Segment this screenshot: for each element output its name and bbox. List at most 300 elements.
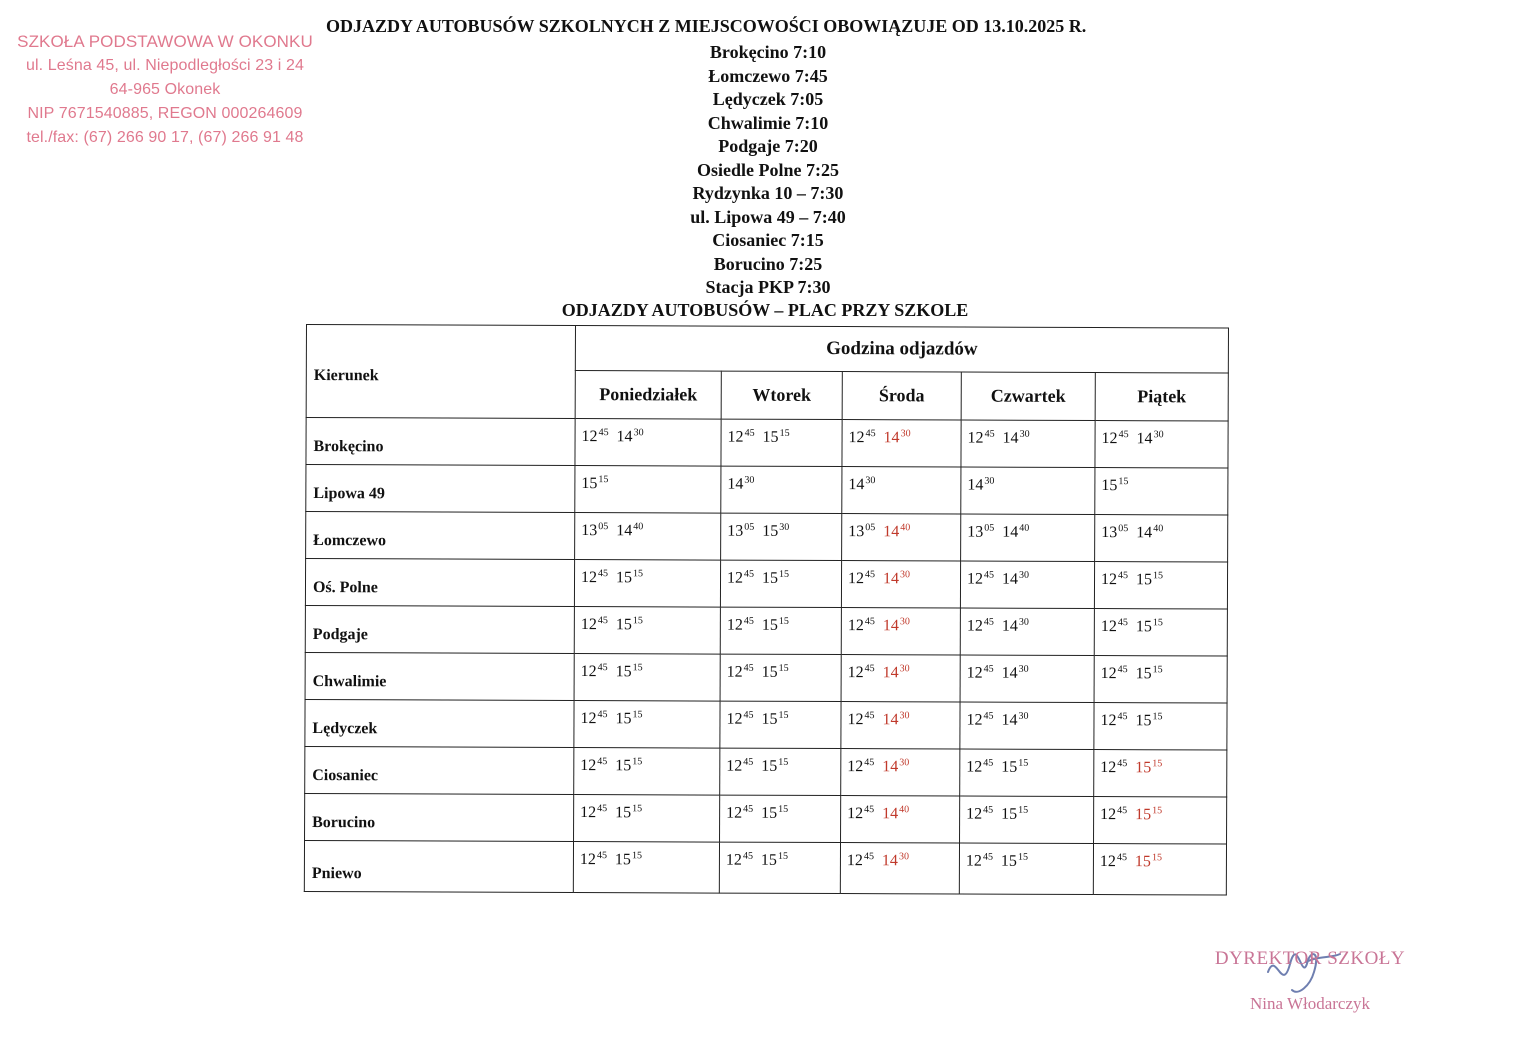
stop-departure: Podgaje 7:20 [718,136,818,156]
departure-hour: 15 [761,663,778,681]
page-title: ODJAZDY AUTOBUSÓW SZKOLNYCH Z MIEJSCOWOŚCI OBOWIĄZUJE OD 13.10.2025 R. [326,16,1087,36]
departure-time [617,427,644,446]
departure-cell [841,655,960,702]
departure-cell [574,748,720,796]
departure-minute: 45 [983,804,994,816]
departure-minute: 30 [899,663,910,675]
departure-cell [840,843,959,894]
departure-time [762,569,789,588]
departure-time [1135,852,1162,871]
departure-cell [720,701,841,748]
departure-minute: 45 [1118,570,1129,582]
departure-cell [842,467,961,514]
departure-minute: 15 [778,662,789,674]
table-row [306,512,1228,563]
departure-cell [960,749,1094,797]
departure-minute: 45 [982,851,993,863]
stamp-phone: tel./fax: (67) 266 90 17, (67) 266 91 48 [26,129,304,146]
departure-time [966,852,993,871]
departure-minute: 15 [1152,664,1163,676]
departure-minute: 45 [597,756,608,768]
departure-time [581,474,608,493]
departure-minute: 45 [1117,711,1128,723]
day-header: Czwartek [961,372,1095,421]
departure-time [580,709,607,728]
departure-time [727,569,754,588]
departure-minute: 30 [1018,710,1029,722]
departure-cell [1094,562,1227,610]
departure-minute: 30 [900,428,911,440]
departure-cell [720,560,841,607]
table-row [305,652,1227,703]
departure-cell [1093,844,1226,896]
departure-minute: 15 [778,615,789,627]
departure-time [1101,664,1128,683]
stop-departure: Lędyczek 7:05 [712,89,824,109]
departure-hour: 14 [1002,523,1019,541]
departure-time [762,616,789,635]
departure-minute: 15 [632,709,643,721]
departure-cell [841,608,960,655]
departure-minute: 45 [983,757,994,769]
departure-time [847,710,874,729]
departure-minute: 15 [1151,852,1162,864]
departure-minute: 15 [632,662,643,674]
departure-minute: 45 [743,756,754,768]
departure-time [726,804,753,823]
destination-name: Lędyczek [305,699,574,747]
departure-time [883,522,910,541]
destination-name: Pniewo [304,840,573,892]
departure-minute: 15 [631,850,642,862]
departure-cell [575,513,721,561]
departure-time [847,851,874,870]
departure-hour: 14 [727,475,744,493]
departure-hour: 15 [1001,758,1018,776]
departure-time [847,804,874,823]
departure-hour: 12 [967,429,984,447]
departure-hour: 12 [966,805,983,823]
table-row [306,465,1228,516]
departure-time [1101,476,1128,495]
departure-hour: 15 [1134,853,1151,871]
stop-departure: Stacja PKP 7:30 [705,277,831,297]
departure-time [966,758,993,777]
departure-time [1136,570,1163,589]
departure-time [727,616,754,635]
departure-minute: 45 [1117,664,1128,676]
departure-minute: 45 [744,427,755,439]
departure-time [1100,852,1127,871]
departure-hour: 13 [727,522,744,540]
departure-hour: 12 [580,616,597,634]
departure-minute: 40 [1019,522,1030,534]
departure-minute: 45 [983,616,994,628]
departure-hour: 12 [1100,806,1117,824]
departure-time [967,617,994,636]
departure-hour: 12 [847,617,864,635]
destination-name: Oś. Polne [305,559,574,607]
day-header: Wtorek [721,371,842,419]
departure-hour: 15 [615,663,632,681]
departure-cell [574,654,720,702]
departure-cell [1095,468,1228,516]
departure-time [1002,617,1029,636]
departure-minute: 45 [983,710,994,722]
departure-cell [1094,797,1227,845]
hours-header: Godzina odjazdów [575,326,1228,374]
stop-departure: Ciosaniec 7:15 [712,230,824,250]
departure-minute: 45 [865,428,876,440]
departure-hour: 12 [1100,618,1117,636]
departure-time [848,616,875,635]
departure-time [967,476,994,495]
departure-hour: 15 [760,851,777,869]
departure-minute: 15 [777,850,788,862]
departure-cell [1095,421,1228,469]
departure-minute: 45 [863,851,874,863]
departure-time [1002,570,1029,589]
departure-cell [959,843,1093,895]
departure-minute: 45 [1118,429,1129,441]
table-row [305,605,1227,656]
departure-hour: 12 [966,570,984,588]
signature-name: Nina Włodarczyk [1249,994,1371,1013]
departure-cell [575,419,721,467]
departure-hour: 12 [581,428,598,446]
destination-name: Ciosaniec [305,746,574,794]
departure-time [967,664,994,683]
day-header: Poniedziałek [575,371,721,420]
departure-time [726,757,753,776]
departure-cell [1094,750,1227,798]
departure-hour: 12 [847,805,864,823]
departure-minute: 15 [778,803,789,815]
departure-time [581,521,608,540]
departure-time [1001,711,1028,730]
departure-hour: 15 [615,616,632,634]
stamp-address-line2: 64-965 Okonek [109,81,221,98]
departure-minute: 30 [984,475,995,487]
departure-time [615,850,642,869]
departure-time [883,663,910,682]
departure-time [1137,429,1164,448]
departure-minute: 45 [597,803,608,815]
destination-name: Lipowa 49 [306,465,575,513]
departure-hour: 15 [761,804,778,822]
departure-hour: 12 [1099,853,1116,871]
departure-cell [1094,609,1227,657]
departure-cell [720,654,841,701]
departure-hour: 12 [1101,430,1118,448]
departure-minute: 15 [779,427,790,439]
stamp-ids: NIP 7671540885, REGON 000264609 [27,105,303,122]
departure-time [615,803,642,822]
departure-time [581,662,608,681]
stop-departure: ul. Lipowa 49 – 7:40 [690,206,846,227]
departure-minute: 05 [865,522,876,534]
departure-minute: 15 [1152,758,1163,770]
day-header: Środa [842,372,961,420]
departure-hour: 12 [726,710,743,728]
departure-minute: 30 [633,427,644,439]
departure-minute: 15 [633,568,644,580]
departure-minute: 30 [898,851,909,863]
departure-minute: 15 [1018,757,1029,769]
destination-name: Łomczewo [306,512,575,560]
departure-time [882,710,909,729]
departure-time [1100,805,1127,824]
departure-hour: 12 [966,617,983,635]
departure-cell [720,607,841,654]
departure-hour: 15 [1135,806,1152,824]
departure-hour: 13 [581,522,598,540]
departure-minute: 05 [1118,523,1129,535]
stamp-school-name: SZKOŁA PODSTAWOWA W OKONKU [17,32,313,51]
departure-minute: 30 [899,757,910,769]
departure-minute: 15 [1152,711,1163,723]
departure-time [727,663,754,682]
departure-hour: 12 [847,711,864,729]
departure-hour: 12 [580,569,598,587]
departure-minute: 45 [1117,758,1128,770]
departure-hour: 14 [1001,664,1018,682]
departure-time [882,804,909,823]
departure-cell [573,842,719,894]
departure-minute: 45 [864,804,875,816]
departure-hour: 12 [580,757,597,775]
departure-time [728,428,755,447]
departure-time [1002,523,1029,542]
departure-minute: 30 [779,521,790,533]
departure-time [1001,805,1028,824]
departure-hour: 14 [881,852,898,870]
departure-hour: 13 [848,523,865,541]
departure-cell [960,608,1094,656]
departure-hour: 14 [967,476,984,494]
departure-hour: 15 [762,428,779,446]
departure-time [1100,711,1127,730]
departure-minute: 15 [632,615,643,627]
departure-time [761,757,788,776]
departure-minute: 05 [984,522,995,534]
departure-hour: 12 [847,664,864,682]
table-row [305,746,1227,797]
departure-time [1102,429,1129,448]
departure-time [580,803,607,822]
departure-time [615,709,642,728]
departure-hour: 15 [762,522,779,540]
departure-cell [721,466,842,513]
departure-minute: 40 [633,521,644,533]
departure-minute: 30 [865,475,876,487]
departure-time [882,757,909,776]
departure-hour: 13 [967,523,984,541]
departure-minute: 45 [1117,805,1128,817]
departure-minute: 30 [1153,429,1164,441]
departure-cell [574,607,720,655]
departure-cell [961,514,1095,562]
stop-departure: Rydzynka 10 – 7:30 [692,183,844,203]
departure-time [966,805,993,824]
departure-hour: 14 [1001,570,1019,588]
departure-hour: 12 [847,570,865,588]
departure-hour: 12 [580,804,597,822]
departure-hour: 15 [615,804,632,822]
departure-hour: 12 [580,710,597,728]
departure-minute: 30 [744,474,755,486]
departure-time [763,428,790,447]
departure-time [1136,523,1163,542]
departure-hour: 15 [1135,712,1152,730]
departure-hour: 14 [883,429,900,447]
departure-minute: 15 [778,709,789,721]
departure-minute: 30 [900,569,911,581]
departure-time [1136,664,1163,683]
departure-hour: 12 [966,711,983,729]
departure-hour: 12 [580,663,597,681]
departure-time [1001,758,1028,777]
departure-time [1001,852,1028,871]
signature-role: DYREKTOR SZKOŁY [1214,948,1406,969]
departure-hour: 15 [1101,477,1118,495]
departure-cell [842,420,961,467]
departure-minute: 45 [864,710,875,722]
signature-block [1200,948,1420,1014]
direction-header: Kierunek [306,325,575,419]
departure-cell [960,655,1094,703]
departure-hour: 12 [966,664,983,682]
departure-hour: 12 [1100,665,1117,683]
departure-time [727,522,754,541]
departure-minute: 30 [1019,569,1030,581]
departure-hour: 12 [579,851,596,869]
stop-departure: Łomczewo 7:45 [708,65,828,86]
departure-minute: 15 [1118,476,1129,488]
departure-time [761,851,788,870]
departure-time [883,616,910,635]
departure-minute: 30 [899,710,910,722]
departure-minute: 05 [744,521,755,533]
departure-hour: 14 [848,476,865,494]
table-row [305,793,1227,844]
schedule-body [304,418,1228,896]
departure-minute: 45 [596,850,607,862]
departure-minute: 15 [1152,805,1163,817]
table-row [305,559,1227,610]
departure-time [848,569,875,588]
departure-cell [574,560,720,608]
departure-cell [961,467,1095,515]
table-row [305,699,1227,750]
departure-minute: 45 [864,616,875,628]
departure-time [616,521,643,540]
departure-time [616,568,643,587]
departure-hour: 15 [761,616,778,634]
departure-minute: 15 [778,756,789,768]
departure-time [1003,429,1030,448]
departure-cell [1094,656,1227,704]
departure-hour: 12 [1100,571,1118,589]
departure-time [761,710,788,729]
departure-hour: 12 [1100,759,1117,777]
departure-hour: 15 [761,569,779,587]
departure-time [848,522,875,541]
departure-minute: 30 [1019,428,1030,440]
departure-minute: 45 [984,428,995,440]
departure-time [580,756,607,775]
table-row [306,418,1228,469]
departure-hour: 14 [882,805,899,823]
departure-cell [841,749,960,796]
departure-time [762,663,789,682]
departure-time [762,522,789,541]
departure-minute: 45 [864,757,875,769]
departure-minute: 15 [1017,851,1028,863]
departure-hour: 15 [1135,571,1153,589]
departure-minute: 40 [900,522,911,534]
departure-minute: 45 [1117,617,1128,629]
departure-time [1100,758,1127,777]
departure-minute: 30 [1018,663,1029,675]
departure-time [581,568,608,587]
departure-time [726,710,753,729]
departure-time [615,756,642,775]
departure-hour: 14 [1001,711,1018,729]
departure-hour: 12 [726,569,744,587]
departure-hour: 14 [616,428,633,446]
departure-hour: 14 [1002,429,1019,447]
day-header: Piątek [1095,373,1228,422]
destination-name: Brokęcino [306,418,575,466]
departure-hour: 14 [882,758,899,776]
departure-cell [1095,515,1228,563]
departure-hour: 14 [882,711,899,729]
departure-hour: 14 [882,570,900,588]
destination-name: Chwalimie [305,652,574,700]
departure-hour: 12 [726,616,743,634]
departure-cell [960,561,1094,609]
departure-cell [721,513,842,560]
departure-hour: 12 [727,428,744,446]
departure-hour: 15 [1135,618,1152,636]
departure-minute: 45 [743,615,754,627]
departure-minute: 45 [743,709,754,721]
departure-time [581,615,608,634]
departure-cell [720,748,841,795]
departure-time [1135,711,1162,730]
departure-hour: 12 [725,851,742,869]
departure-time [1101,617,1128,636]
departure-hour: 12 [726,663,743,681]
departure-hour: 15 [761,757,778,775]
departure-cell [960,796,1094,844]
departure-cell [575,466,721,514]
table-row [304,840,1226,895]
departure-minute: 45 [598,568,609,580]
departure-time [849,428,876,447]
departure-hour: 12 [847,758,864,776]
stop-departures-list [608,41,928,300]
departure-time [1135,805,1162,824]
departure-minute: 15 [632,756,643,768]
departure-minute: 45 [864,663,875,675]
departure-minute: 45 [597,615,608,627]
departure-cell [841,702,960,749]
departure-minute: 45 [598,427,609,439]
departure-hour: 15 [1135,665,1152,683]
departure-cell [1094,703,1227,751]
